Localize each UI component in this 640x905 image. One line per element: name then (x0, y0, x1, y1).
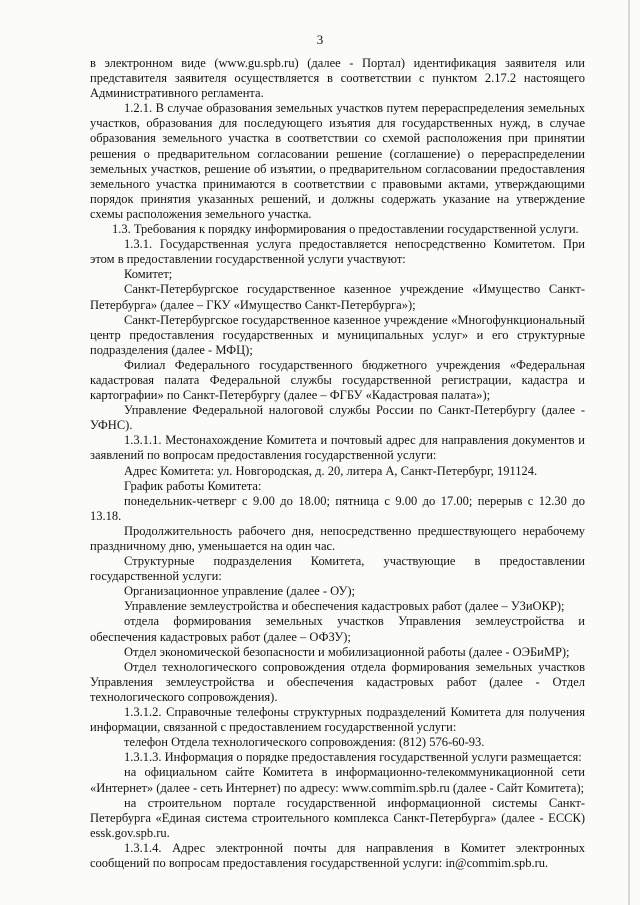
page-number: 3 (316, 32, 324, 47)
paragraph: телефон Отдела технологического сопровождения: (812) 576-60-93. (124, 735, 485, 750)
paragraph: отдела формирования земельных участков Управления землеустройства и обеспечения кадастровых работ (далее – ОФЗУ); (90, 614, 585, 644)
paragraph: 1.3.1.2. Справочные телефоны структурных подразделений Комитета для получения информации, связанной с предоставлением государственной услуги: (90, 705, 585, 735)
paragraph: График работы Комитета: (124, 478, 262, 493)
paragraph: Филиал Федерального государственного бюджетного учреждения «Федеральная кадастровая палата Федеральной службы государственной регистрации, кадастра и картографии» по Санкт-Петербургу (далее – ФГБУ «Кадастровая палата»); (90, 357, 585, 403)
paragraph: 1.2.1. В случае образования земельных участков путем перераспределения земельных участков, образования для последующего изъятия для государственных нужд, в случае образования земельного участка в соответствии со схемой расположения при принятии решения о предварительном согласовании решение (соглашение) о перераспределении земельных участков, решение об изъятии, о предварительном согласовании предоставления земельного участка принимаются в соответствии с правовыми актами, утверждающими порядок принятия указанных решений, и должны содержать указание на утверждение схемы расположения земельного участка. (90, 101, 585, 221)
paragraph: Управление Федеральной налоговой службы России по Санкт-Петербургу (далее - УФНС). (90, 403, 585, 433)
paragraph: Продолжительность рабочего дня, непосредственно предшествующего нерабочему праздничному дню, уменьшается на один час. (90, 523, 585, 553)
paragraph: Структурные подразделения Комитета, участвующие в предоставлении государственной услуги: (90, 554, 585, 584)
scan-edge (628, 0, 630, 905)
paragraph: Отдел экономической безопасности и мобилизационной работы (далее - ОЭБиМР); (124, 644, 570, 659)
paragraph: понедельник-четверг с 9.00 до 18.00; пятница с 9.00 до 17.00; перерыв с 12.30 до 13.18. (90, 493, 585, 523)
paragraph: 1.3.1.3. Информация о порядке предоставления государственной услуги размещается: (124, 750, 582, 765)
paragraph: Санкт-Петербургское государственное казенное учреждение «Многофункциональный центр предоставления государственных и муниципальных услуг» и его структурные подразделения (далее - МФЦ); (90, 312, 585, 357)
document-body (90, 56, 585, 871)
paragraph: на официальном сайте Комитета в информационно-телекоммуникационной сети «Интернет» (далее - сеть Интернет) по адресу: www.commim.spb.ru (далее - Сайт Комитета); (90, 765, 585, 795)
paragraph: Организационное управление (далее - ОУ); (124, 584, 355, 599)
paragraph: Адрес Комитета: ул. Новгородская, д. 20, литера А, Санкт-Петербург, 191124. (124, 463, 538, 478)
paragraph: в электронном виде (www.gu.spb.ru) (далее - Портал) идентификация заявителя или представителя заявителя осуществляется в соответствии с пунктом 2.17.2 настоящего Административного регламента. (90, 56, 585, 101)
paragraph: Санкт-Петербургское государственное казенное учреждение «Имущество Санкт-Петербурга» (далее – ГКУ «Имущество Санкт-Петербурга»); (90, 282, 585, 312)
paragraph: на строительном портале государственной информационной системы Санкт-Петербурга «Единая система строительного комплекса Санкт-Петербурга» (далее - ЕССК) essk.gov.spb.ru. (90, 795, 585, 840)
paragraph: Управление землеустройства и обеспечения кадастровых работ (далее – УЗиОКР); (124, 599, 565, 614)
paragraph: Отдел технологического сопровождения отдела формирования земельных участков Управления землеустройства и обеспечения кадастровых работ (далее - Отдел технологического сопровождения). (90, 659, 585, 704)
paragraph: Комитет; (124, 267, 173, 282)
paragraph: 1.3.1.4. Адрес электронной почты для направления в Комитет электронных сообщений по вопросам предоставления государственной услуги: in@commim.spb.ru. (90, 840, 585, 870)
paragraph: 1.3.1.1. Местонахождение Комитета и почтовый адрес для направления документов и заявлений по вопросам предоставления государственной услуги: (90, 433, 585, 463)
paragraph: 1.3.1. Государственная услуга предоставляется непосредственно Комитетом. При этом в предоставлении государственной услуги участвуют: (90, 237, 585, 267)
paragraph: 1.3. Требования к порядку информирования о предоставлении государственной услуги. (112, 222, 579, 237)
